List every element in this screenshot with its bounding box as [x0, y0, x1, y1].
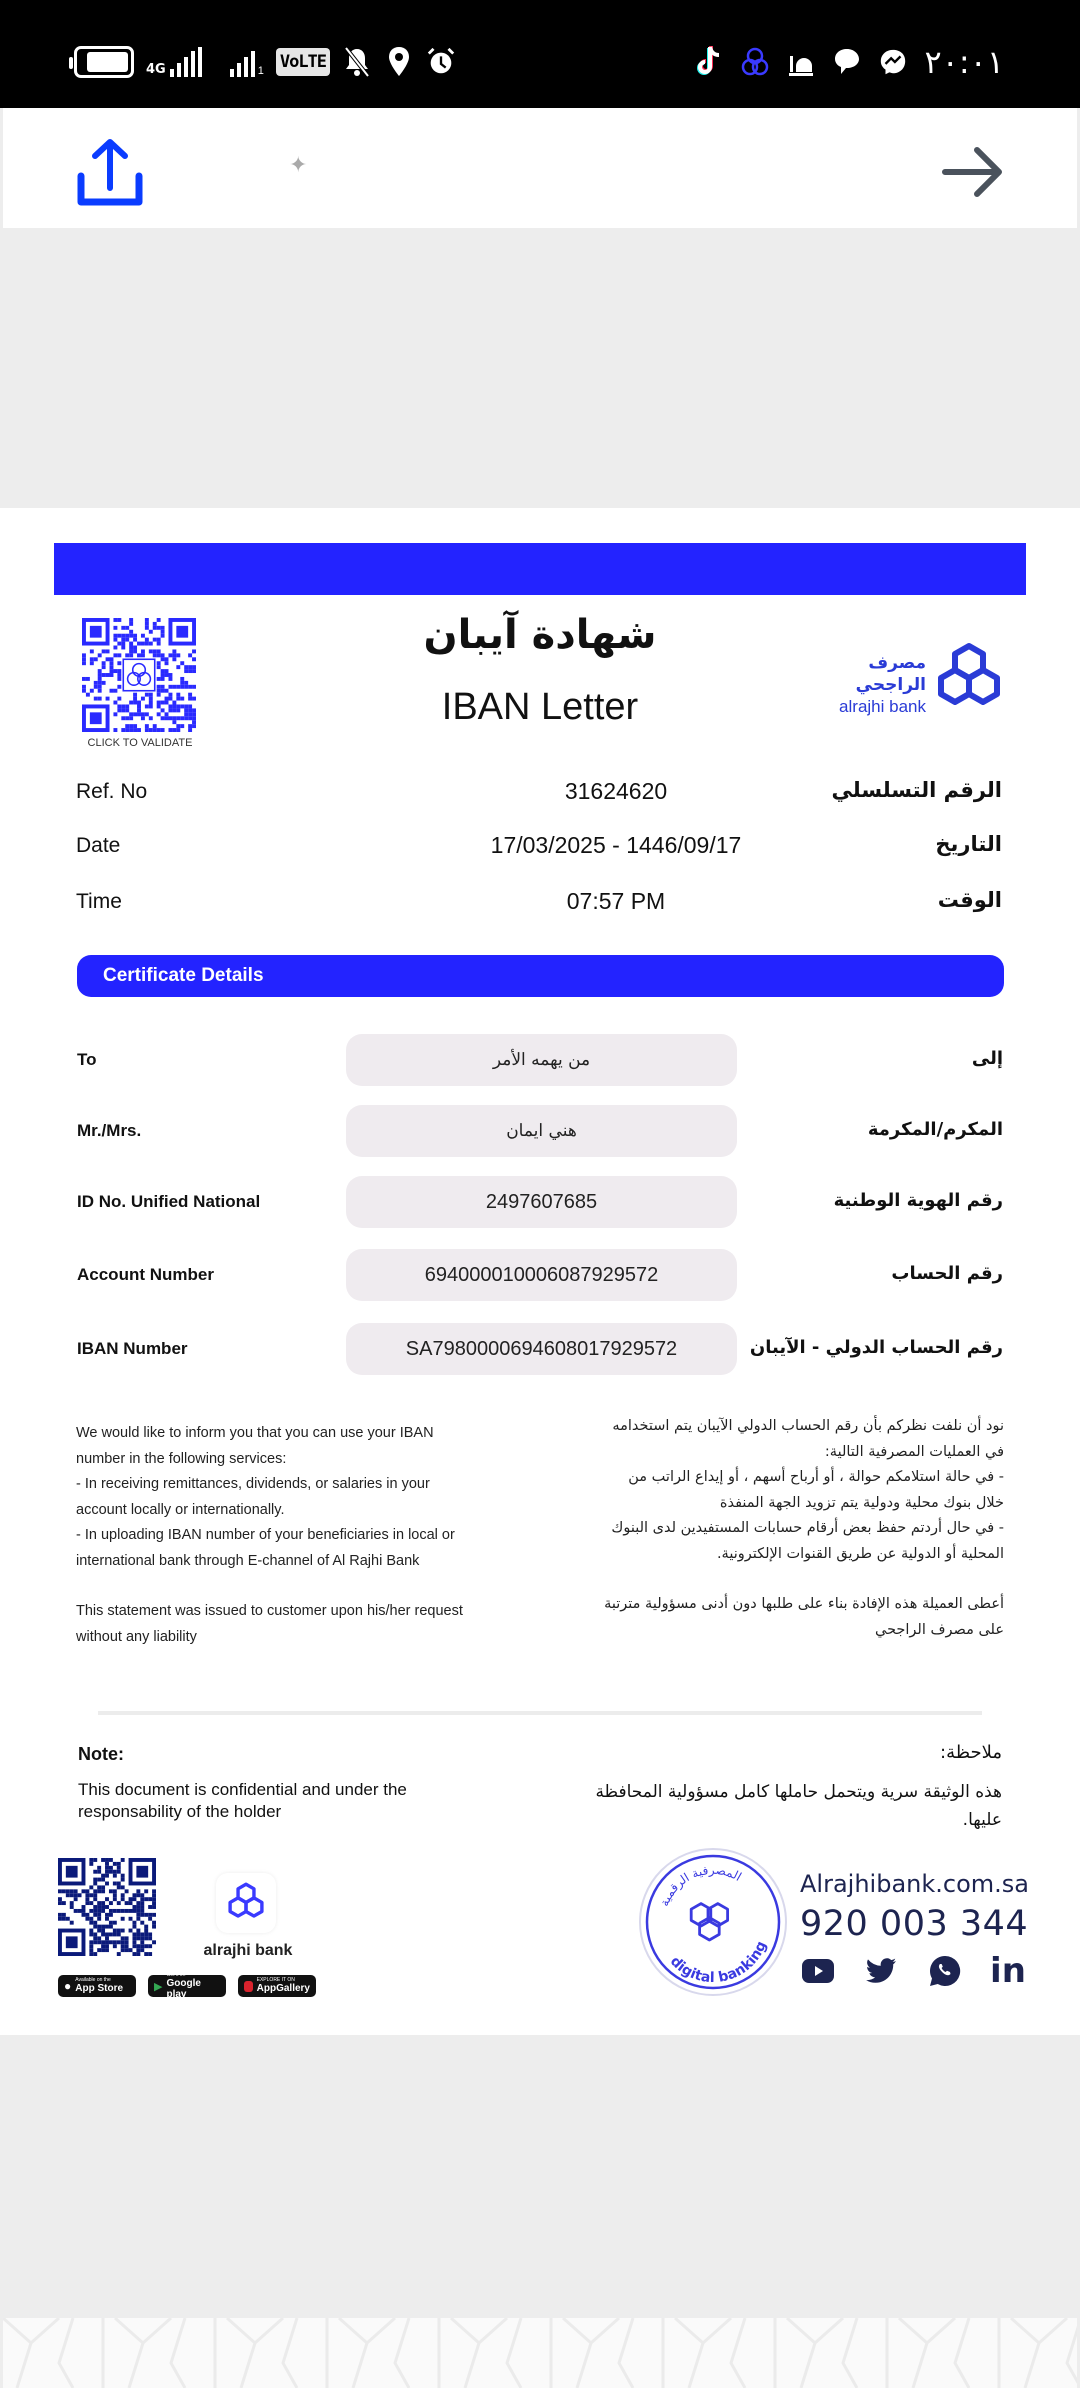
status-bar-left [74, 42, 456, 82]
digital-banking-stamp [637, 1846, 789, 1998]
signal-4g-icon [146, 47, 202, 77]
divider [98, 1711, 982, 1715]
stamp-text-ar: المصرفية الرقمية [657, 1862, 744, 1909]
note-title-ar: ملاحظة: [940, 1742, 1002, 1763]
alarm-icon [426, 45, 456, 79]
social-links [800, 1953, 1026, 1989]
badge-small-text: EXPLORE IT ON [256, 1977, 295, 1983]
document-title-ar: شهادة آيبان [423, 612, 657, 658]
stamp-text-en: digital banking [666, 1938, 771, 1987]
whatsapp-icon[interactable] [927, 1953, 963, 1989]
arrow-right-icon [941, 144, 1005, 200]
google-play-badge[interactable] [148, 1971, 226, 2000]
info-bullet-en: - In uploading IBAN number of your beneficiaries in local or international bank through E-channel of Al Rajhi Bank [76, 1527, 455, 1569]
logo-name-ar: مصرف الراجحي [855, 653, 926, 695]
field-label-ar: رقم الحساب الدولي - الآيبان [749, 1337, 1003, 1358]
alrajhi-logo-icon [225, 1882, 267, 1924]
bank-website-link[interactable]: Alrajhibank.com.sa [800, 1870, 1029, 1898]
field-label-en: ID No. Unified National [77, 1192, 261, 1211]
google-play-icon: ▶ [154, 1980, 163, 1993]
note-text-en: This document is confidential and under the responsability of the holder [78, 1780, 407, 1821]
meta-row-date [76, 826, 1002, 866]
location-icon [384, 45, 414, 79]
badge-small-text: Available on the [75, 1977, 111, 1983]
status-bar-right [694, 42, 1004, 82]
issue-date: 17/03/2025 - 1446/09/17 [490, 832, 742, 858]
document-title-en: IBAN Letter [441, 686, 639, 728]
info-intro-ar: نود أن نلفت نظركم بأن رقم الحساب الدولي الآيبان يتم استخدامه في العمليات المصرفية التالية: [612, 1418, 1004, 1460]
status-bar [0, 0, 1080, 108]
badge-big-text: Google play [166, 1977, 201, 2000]
info-text-en [76, 1421, 476, 1650]
document-header-bar [54, 543, 1026, 595]
app-name: alrajhi bank [203, 1942, 293, 1959]
meta-row-time [76, 882, 1002, 922]
field-label-ar: رقم الهوية الوطنية [833, 1190, 1003, 1211]
background-pattern [3, 2318, 1077, 2388]
info-bullet-en: - In receiving remittances, dividends, or salaries in your account locally or internationally. [76, 1476, 430, 1518]
field-label-en: Account Number [77, 1265, 214, 1284]
field-label-en: Mr./Mrs. [77, 1121, 142, 1140]
field-value-name: هني ايمان [346, 1105, 737, 1157]
alrajhi-logo-icon [932, 642, 1006, 716]
sim2-index: 1 [257, 65, 264, 77]
viewer-toolbar [3, 108, 1077, 228]
badge-small-text: Get it on [166, 1971, 186, 1978]
share-icon [75, 136, 145, 210]
info-disclaimer-ar: أعطى العميلة هذه الإفادة بناء على طلبها دون أدنى مسؤولية مترتبة على مصرف الراجحي [604, 1596, 1004, 1638]
alrajhi-app-tile [216, 1873, 276, 1933]
youtube-icon[interactable] [800, 1953, 836, 1989]
meta-label-ar: الرقم التسلسلي [831, 778, 1002, 802]
info-bullet-ar: - في حالة استلامكم حوالة ، أو أرباح أسهم ، أو إيداع الراتب من خلال بنوك محلية ودولية يتم تزويد الجهة المنفذة [628, 1469, 1004, 1511]
info-disclaimer-en: This statement was issued to customer upon his/her request without any liability [76, 1603, 463, 1645]
twitter-icon[interactable] [863, 1953, 899, 1989]
messenger-icon [878, 45, 908, 79]
mosque-icon [786, 45, 816, 79]
network-type-label: 4G [146, 62, 166, 77]
meta-row-ref [76, 772, 1002, 812]
field-label-ar: المكرم/المكرمة [867, 1119, 1003, 1140]
qr-code-icon [82, 618, 196, 732]
note-text-ar: هذه الوثيقة سرية ويتحمل حاملها كامل مسؤولية المحافظة عليها. [595, 1782, 1002, 1830]
field-label-en: IBAN Number [77, 1339, 188, 1358]
issue-time: 07:57 PM [566, 888, 666, 914]
app-store-badge[interactable] [58, 1975, 136, 1997]
field-value-national-id: 2497607685 [346, 1176, 737, 1228]
app-download-qr-code [58, 1858, 156, 1956]
tiktok-icon [694, 45, 724, 79]
badge-big-text: AppGallery [256, 1983, 310, 1994]
huawei-icon [244, 1981, 253, 1992]
sparkle-icon: ✦ [289, 152, 308, 177]
meta-label-en: Ref. No [76, 780, 148, 803]
field-value-account-number: 694000010006087929572 [346, 1249, 737, 1301]
ref-number: 31624620 [564, 778, 668, 804]
alrajhi-logo [816, 642, 1006, 718]
hexagon-pattern [3, 2318, 1077, 2388]
field-value-iban: SA7980000694608017929572 [346, 1323, 737, 1375]
alrajhi-app-icon [740, 45, 770, 79]
info-text-ar [600, 1414, 1004, 1643]
note-title-en: Note: [78, 1744, 124, 1764]
app-gallery-badge[interactable] [238, 1975, 316, 1997]
qr-code-icon [58, 1858, 156, 1956]
bank-phone-number[interactable]: 920 003 344 [800, 1904, 1029, 1944]
field-row-account-number [77, 1249, 1003, 1301]
iban-letter-document [0, 508, 1080, 2035]
field-row-iban [77, 1323, 1003, 1375]
info-intro-en: We would like to inform you that you can use your IBAN number in the following services: [76, 1425, 434, 1467]
meta-label-en: Time [76, 890, 122, 913]
field-label-ar: إلى [971, 1048, 1003, 1069]
certificate-details-header: Certificate Details [77, 955, 1004, 997]
linkedin-icon[interactable]: in [990, 1951, 1026, 1991]
chat-bubble-icon [832, 45, 862, 79]
badge-big-text: App Store [75, 1983, 124, 1994]
field-row-to [77, 1034, 1003, 1086]
share-button[interactable] [75, 136, 145, 210]
battery-level [87, 52, 128, 72]
meta-label-ar: الوقت [937, 888, 1002, 912]
forward-button[interactable] [941, 144, 1005, 200]
field-label-en: To [77, 1050, 97, 1069]
field-row-national-id [77, 1176, 1003, 1228]
meta-label-en: Date [76, 834, 121, 857]
clock: ٢٠:٠١ [924, 43, 1004, 81]
qr-caption[interactable]: CLICK TO VALIDATE [87, 737, 193, 749]
signal-sim2-icon [230, 47, 264, 77]
field-row-name [77, 1105, 1003, 1157]
field-label-ar: رقم الحساب [891, 1263, 1003, 1284]
battery-icon [74, 46, 134, 78]
meta-label-ar: التاريخ [935, 832, 1002, 856]
field-value-to: من يهمه الأمر [346, 1034, 737, 1086]
apple-icon: ● [64, 1979, 72, 1993]
logo-name-en: alrajhi bank [839, 697, 926, 716]
validation-qr-code[interactable] [82, 618, 196, 732]
info-bullet-ar: - في حال أردتم حفظ بعض أرقام حسابات المستفيدين لدى البنوك المحلية أو الدولية عن طريق القنوات الإلكترونية. [611, 1520, 1004, 1562]
bell-muted-icon [342, 45, 372, 79]
volte-icon: VoLTE [276, 48, 330, 76]
